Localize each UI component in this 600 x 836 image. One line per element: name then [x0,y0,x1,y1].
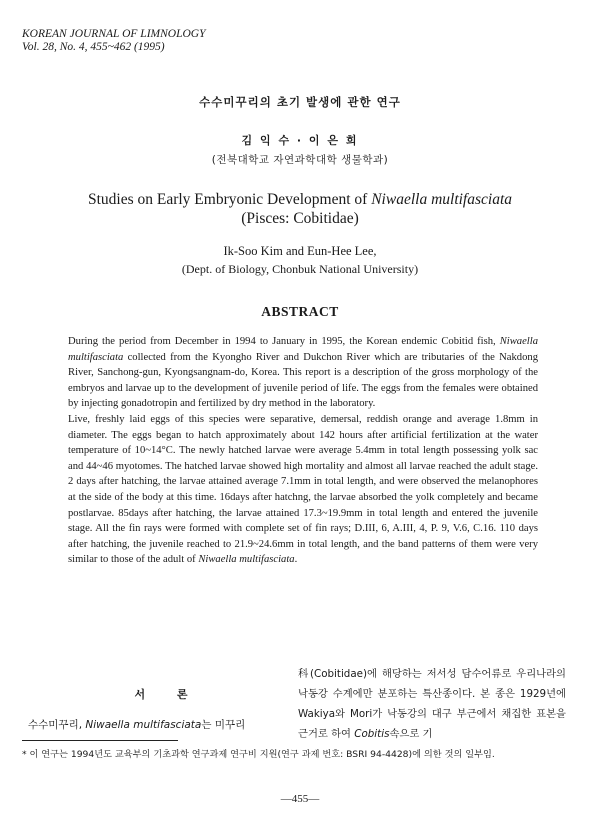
abstract-paragraph-2 [68,412,538,568]
journal-name: KOREAN JOURNAL OF LIMNOLOGY [22,28,206,40]
intro-right-text-b: 속으로 기 [389,728,433,740]
abstract-p2-species: Niwaella multifasciata [198,554,295,566]
abstract-p2-text-a: Live, freshly laid eggs of this species were separative, demersal, reddish orange and average 1.8mm in diameter. The eggs began to hatch approximately about 142 hours after artificial fertilization at the water temperature of 10~14°C. The newly hatched larvae were average 5.4mm in total length possessing yolk sac and 44~46 myotomes. The hatched larvae showed high mortality and almost all larvae reached the adult stage. 2 days after hatching, the larvae attained average 7.1mm in total length, and were observed the melanophores at the side of the body at this time. 16days after hatchng, the larvae absorbed the yolk completely and became postlarvae. 85days after hatching, the larvae attained 17.3~19.9mm in total length and entered the juvenile stage. All the fin rays were formed with complete set of fin rays; D.III, 6, A.III, 4, P. 9, V.6, C.16. 110 days after hatching, the juvenile reached to 21.9~24.6mm in total length, and the band patterns of them were very similar to those of the adult of [68,413,538,566]
korean-title: 수수미꾸리의 초기 발생에 관한 연구 [199,95,401,109]
intro-left-text-b: 는 미꾸리 [201,719,246,731]
english-title-prefix: Studies on Early Embryonic Development of [87,191,372,208]
abstract-p1-text-a: During the period from December in 1994 to January in 1995, the Korean endemic Cobitid fish, [68,336,500,347]
abstract-body [68,334,538,568]
english-title [0,190,600,228]
footnote-rule [22,740,178,741]
abstract-paragraph-1 [68,334,538,412]
korean-authors: 김 익 수 · 이 은 희 [241,134,359,147]
journal-volume: Vol. 28, No. 4, 455~462 (1995) [22,41,165,53]
abstract-heading: ABSTRACT [261,304,339,319]
intro-left-text-a: 수수미꾸리, [28,719,86,731]
english-title-species: Niwaella multifasciata [371,191,513,208]
introduction-heading: 서 론 [134,688,202,701]
abstract-p1-text-b: collected from the Kyongho River and Dukchon River which are tributaries of the Nakdong River, Sanchong-gun, Kyongsangnam-do, Korea. This report is a description of the gross morphology of the embryos and larvae up to the development of juvenile period of life. The eggs from the females were obtained by injecting gonadotropin and fertilized by dry method in the laboratory. [68,351,538,410]
english-authors: Ik-Soo Kim and Eun-Hee Lee, [223,244,377,258]
introduction-left-column [28,717,284,732]
page-number: —455— [280,793,320,805]
abstract-p1-species: Niwaella multifasciata [68,336,538,363]
korean-affiliation: (전북대학교 자연과학대학 생물학과) [211,154,389,166]
journal-header [22,28,205,54]
abstract-p2-end: . [294,554,298,566]
introduction-right-column [298,664,566,744]
intro-left-species: Niwaella multifasciata [85,719,202,731]
intro-right-genus: Cobitis [354,728,390,740]
english-affiliation: (Dept. of Biology, Chonbuk National University) [181,262,419,276]
english-title-line2: (Pisces: Cobitidae) [241,210,359,227]
intro-right-text-a: 科(Cobitidae)에 해당하는 저서성 담수어류로 우리나라의 낙동강 수계에만 분포하는 특산종이다. 본 종은 1929년에 Wakiya와 Mori가 낙동강의 대구 부근에서 채집한 표본을 근거로 하여 [298,668,566,740]
footnote: * 이 연구는 1994년도 교육부의 기초과학 연구과제 연구비 지원(연구 과제 번호: BSRI 94-4428)에 의한 것의 일부임. [22,749,495,760]
